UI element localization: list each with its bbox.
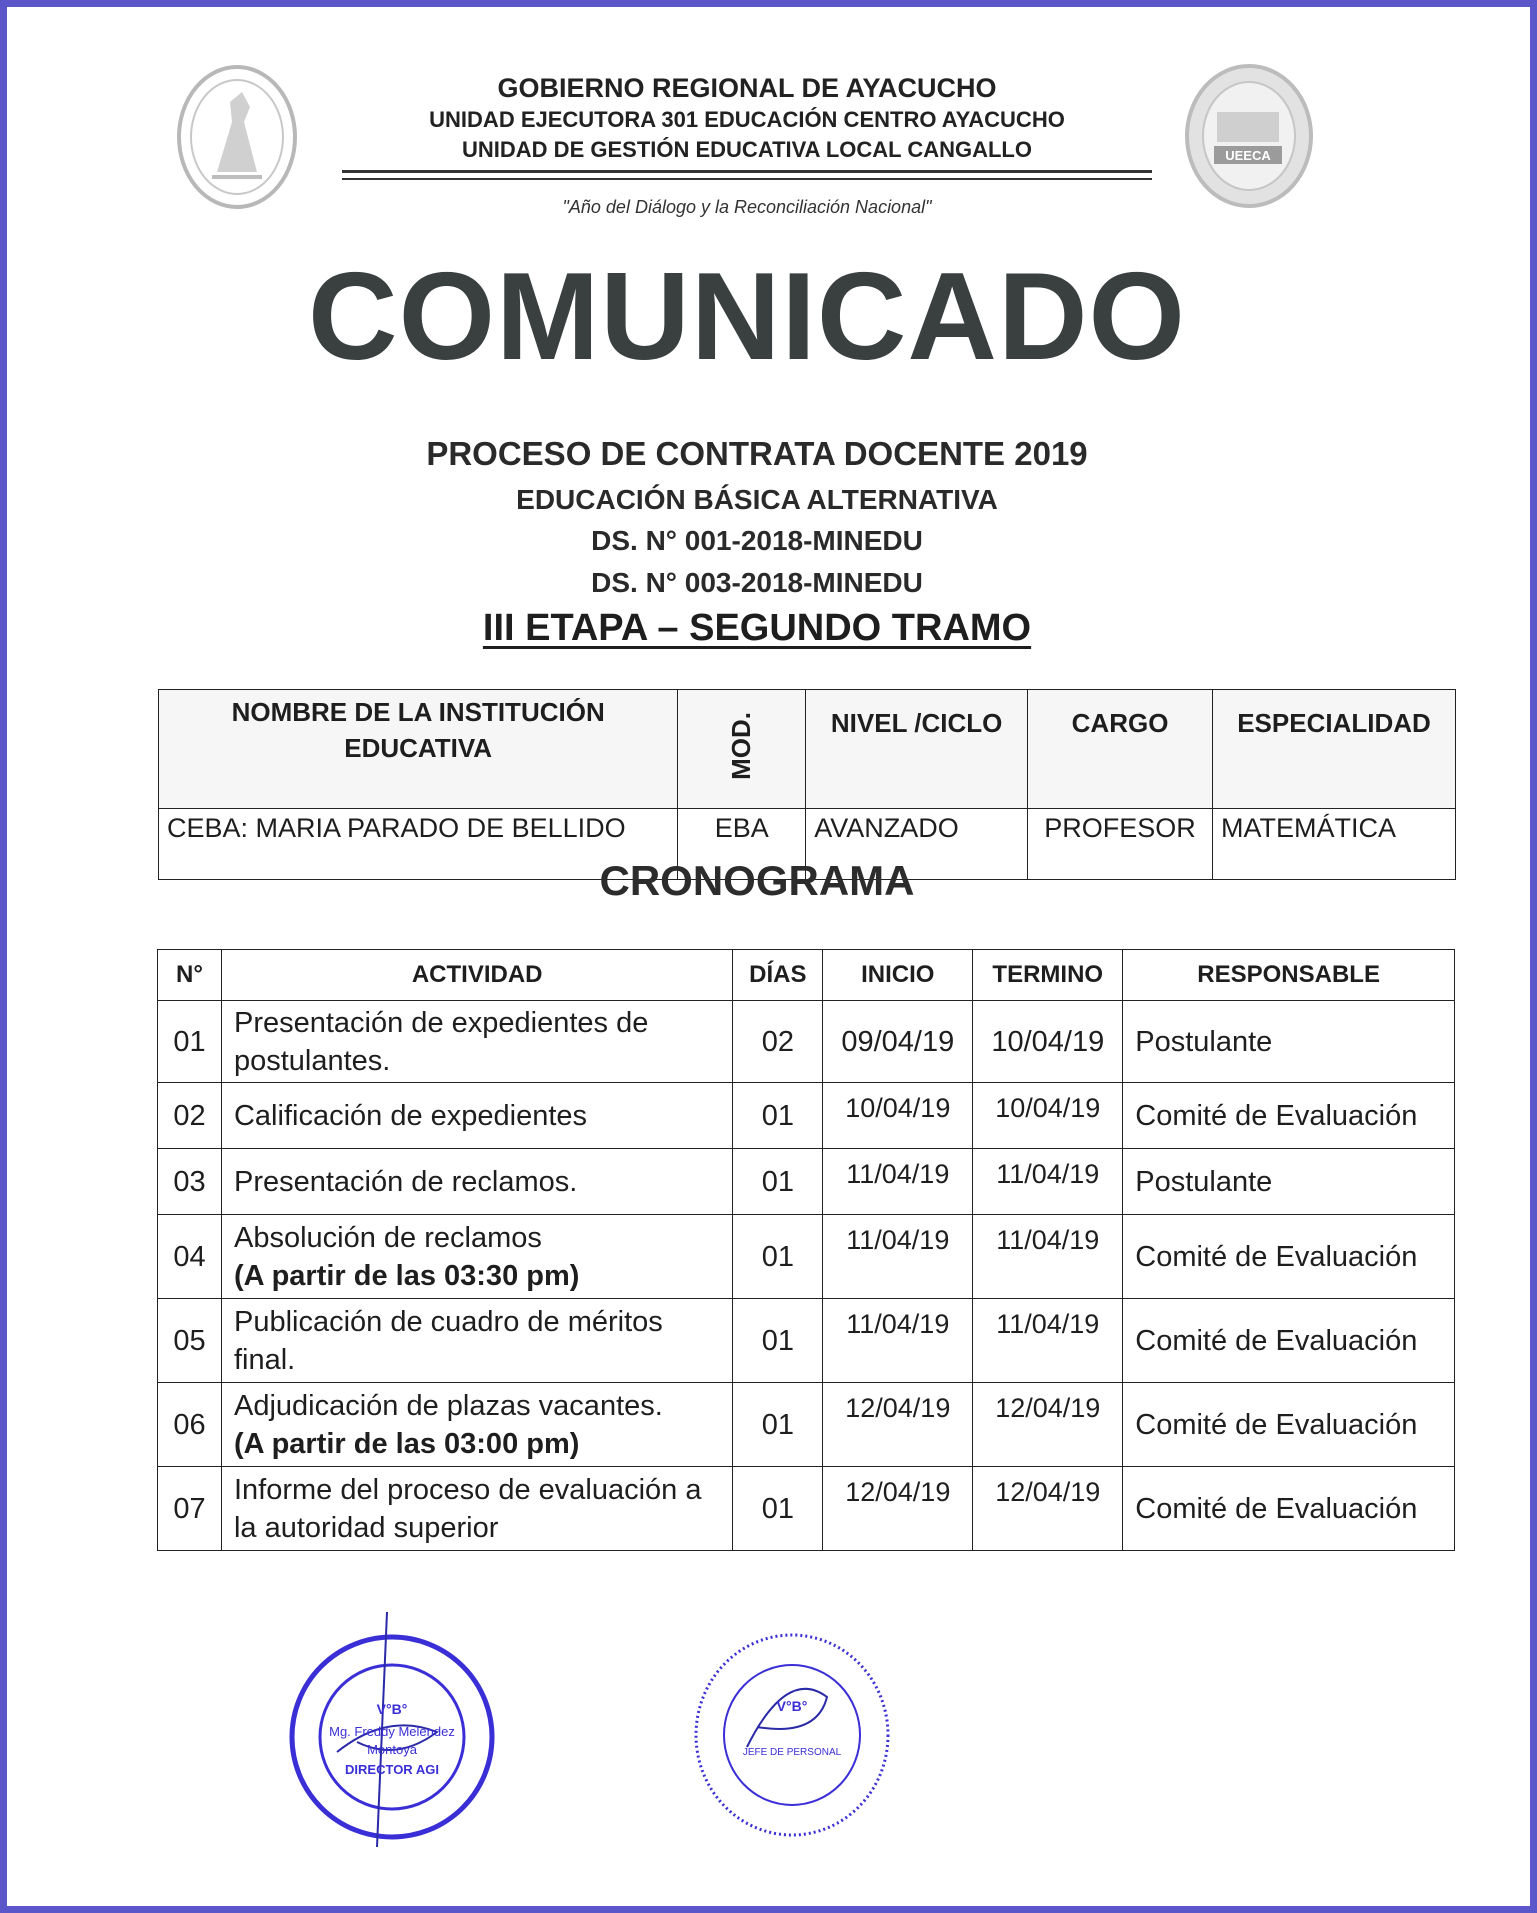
responsible: Postulante (1123, 1149, 1455, 1215)
start-date: 12/04/19 (823, 1467, 973, 1551)
activity: Presentación de reclamos. (221, 1149, 732, 1215)
table-row (158, 1467, 1455, 1551)
specialty: MATEMÁTICA (1213, 809, 1456, 880)
table-row (158, 1215, 1455, 1299)
table-row (158, 1083, 1455, 1149)
table-header-row (159, 690, 1456, 809)
responsible: Comité de Evaluación (1123, 1299, 1455, 1383)
days: 02 (733, 1001, 823, 1083)
col-header-end: TERMINO (973, 950, 1123, 1001)
start-date: 11/04/19 (823, 1215, 973, 1299)
svg-text:V°B°: V°B° (776, 1698, 808, 1714)
regional-emblem-seal (172, 62, 302, 212)
activity: Informe del proceso de evaluación a la autoridad superior (221, 1467, 732, 1551)
start-date: 11/04/19 (823, 1149, 973, 1215)
col-header-responsible: RESPONSABLE (1123, 950, 1455, 1001)
activity-note: (A partir de las 03:00 pm) (233, 1427, 580, 1460)
responsible: Comité de Evaluación (1123, 1383, 1455, 1467)
start-date: 09/04/19 (823, 1001, 973, 1083)
end-date: 11/04/19 (973, 1215, 1123, 1299)
col-header-start: INICIO (823, 950, 973, 1001)
svg-text:Mg. Freddy Melendez: Mg. Freddy Melendez (329, 1724, 455, 1739)
start-date: 11/04/19 (823, 1299, 973, 1383)
col-header-mod: MOD. (678, 690, 806, 809)
header-line-3: UNIDAD DE GESTIÓN EDUCATIVA LOCAL CANGALLO (462, 137, 1032, 162)
days: 01 (733, 1299, 823, 1383)
personnel-stamp (687, 1627, 897, 1842)
days: 01 (733, 1083, 823, 1149)
director-stamp (277, 1602, 507, 1852)
schedule-title: CRONOGRAMA (599, 857, 915, 904)
education-modality: EDUCACIÓN BÁSICA ALTERNATIVA (516, 484, 998, 515)
stage-title: III ETAPA – SEGUNDO TRAMO (482, 607, 1032, 649)
schedule-table (157, 949, 1455, 1551)
document-title: COMUNICADO (308, 248, 1186, 386)
col-header-level: NIVEL /CICLO (806, 690, 1028, 809)
end-date: 11/04/19 (973, 1149, 1123, 1215)
year-motto: "Año del Diálogo y la Reconciliación Nacional" (562, 197, 932, 217)
end-date: 11/04/19 (973, 1299, 1123, 1383)
start-date: 10/04/19 (823, 1083, 973, 1149)
responsible: Comité de Evaluación (1123, 1083, 1455, 1149)
end-date: 10/04/19 (973, 1001, 1123, 1083)
svg-text:DIRECTOR AGI: DIRECTOR AGI (345, 1762, 439, 1777)
svg-text:Montoya: Montoya (367, 1742, 417, 1757)
process-title: PROCESO DE CONTRATA DOCENTE 2019 (426, 435, 1088, 472)
activity: Publicación de cuadro de méritos final. (221, 1299, 732, 1383)
table-row (158, 1001, 1455, 1083)
activity: Presentación de expedientes de postulantes. (221, 1001, 732, 1083)
row-number: 02 (158, 1083, 222, 1149)
responsible: Postulante (1123, 1001, 1455, 1083)
position: PROFESOR (1028, 809, 1213, 880)
activity: Absolución de reclamos (A partir de las 03:30 pm) (221, 1215, 732, 1299)
end-date: 12/04/19 (973, 1383, 1123, 1467)
col-header-days: DÍAS (733, 950, 823, 1001)
table-row (158, 1383, 1455, 1467)
col-header-position: CARGO (1028, 690, 1213, 809)
svg-text:V°B°: V°B° (376, 1701, 408, 1717)
header-line-1: GOBIERNO REGIONAL DE AYACUCHO (497, 73, 997, 103)
institution-table (158, 689, 1456, 880)
decree-1: DS. N° 001-2018-MINEDU (591, 525, 923, 556)
row-number: 01 (158, 1001, 222, 1083)
svg-text:JEFE DE PERSONAL: JEFE DE PERSONAL (742, 1747, 842, 1758)
institution-name: CEBA: MARIA PARADO DE BELLIDO (159, 809, 678, 880)
ueeca-logo-seal (1182, 62, 1317, 210)
row-number: 03 (158, 1149, 222, 1215)
header-rule-bottom (342, 178, 1152, 180)
start-date: 12/04/19 (823, 1383, 973, 1467)
table-row (158, 1299, 1455, 1383)
row-number: 04 (158, 1215, 222, 1299)
days: 01 (733, 1215, 823, 1299)
days: 01 (733, 1383, 823, 1467)
days: 01 (733, 1149, 823, 1215)
header-line-2: UNIDAD EJECUTORA 301 EDUCACIÓN CENTRO AYACUCHO (429, 107, 1065, 132)
end-date: 12/04/19 (973, 1467, 1123, 1551)
decree-2: DS. N° 003-2018-MINEDU (591, 567, 923, 598)
activity: Calificación de expedientes (221, 1083, 732, 1149)
row-number: 06 (158, 1383, 222, 1467)
col-header-specialty: ESPECIALIDAD (1213, 690, 1456, 809)
modality: EBA (678, 809, 806, 880)
table-row (158, 1149, 1455, 1215)
header-rule-top (342, 170, 1152, 173)
level: AVANZADO (806, 809, 1028, 880)
end-date: 10/04/19 (973, 1083, 1123, 1149)
activity-note: (A partir de las 03:30 pm) (233, 1259, 580, 1292)
col-header-number: N° (158, 950, 222, 1001)
row-number: 07 (158, 1467, 222, 1551)
row-number: 05 (158, 1299, 222, 1383)
col-header-institution: NOMBRE DE LA INSTITUCIÓN EDUCATIVA (159, 690, 678, 809)
responsible: Comité de Evaluación (1123, 1467, 1455, 1551)
svg-text:UEECA: UEECA (1225, 148, 1271, 163)
days: 01 (733, 1467, 823, 1551)
responsible: Comité de Evaluación (1123, 1215, 1455, 1299)
schedule-header-row (158, 950, 1455, 1001)
col-header-activity: ACTIVIDAD (221, 950, 732, 1001)
activity: Adjudicación de plazas vacantes. (A partir de las 03:00 pm) (221, 1383, 732, 1467)
